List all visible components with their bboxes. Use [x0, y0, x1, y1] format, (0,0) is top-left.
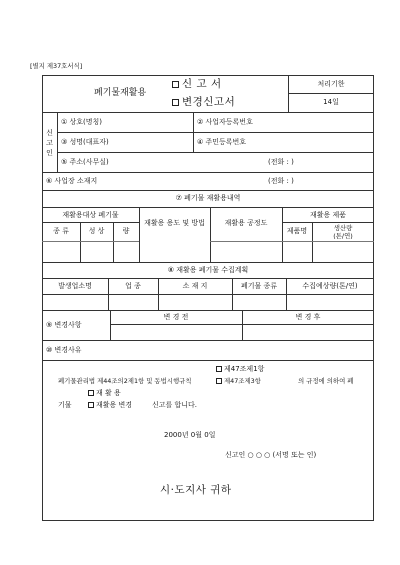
- form-number: [별지 제37호서식]: [30, 62, 83, 70]
- recycled-product-header: 재활용 제품: [309, 211, 347, 219]
- checkbox-change-report[interactable]: [172, 99, 179, 106]
- option-recycling[interactable]: 재 활 용: [88, 390, 121, 397]
- business-reg-no-label: ② 사업자등록번호: [197, 118, 253, 126]
- declaration-line-suffix: 의 규정에 의하여 폐: [298, 377, 354, 385]
- planned-amount-header: 수집예상량(톤/연): [302, 282, 358, 290]
- business-location-label: ⑥ 사업장 소재지: [46, 177, 98, 185]
- form-title-prefix: 폐기물재활용: [94, 88, 147, 98]
- declaration-line4-suffix: 신고를 합니다.: [152, 401, 198, 409]
- resident-reg-no-label: ④ 주민등록번호: [197, 138, 247, 146]
- applicant-side-label: 신 고 인: [46, 129, 53, 157]
- before-change-header: 변 경 전: [163, 313, 189, 321]
- office-address-label: ⑤ 주소(사무실): [61, 158, 109, 166]
- generator-name-header: 발생업소명: [58, 282, 92, 290]
- option-recycling-change[interactable]: 재활용 변경: [88, 402, 132, 409]
- declaration-line4-prefix: 기물: [58, 401, 72, 409]
- recycling-details-title: ⑦ 폐기물 재활용내역: [175, 194, 241, 202]
- change-reason-label: ⑩ 변경사유: [46, 346, 82, 354]
- checkbox-recycling[interactable]: [88, 390, 94, 396]
- processing-period-label: 처리기한: [317, 80, 345, 88]
- production-amount-header: 생산량 (톤/연): [333, 224, 353, 240]
- business-location-phone-label: (전화 : ): [268, 177, 294, 185]
- waste-amount-header: 량: [122, 227, 130, 235]
- collection-plan-title: ⑧ 재활용 폐기물 수집계획: [167, 266, 249, 274]
- industry-header: 업 종: [125, 282, 141, 290]
- location-header: 소 재 지: [182, 282, 208, 290]
- recycling-process-header: 재활용 공정도: [224, 219, 268, 227]
- option-article-47-3[interactable]: 제47조제3항: [216, 378, 261, 384]
- addressee: 시·도지사 귀하: [160, 484, 232, 496]
- option-article-47-1[interactable]: 제47조제1항: [216, 366, 264, 373]
- waste-type-header: 종 류: [53, 227, 69, 235]
- checkbox-recycling-change[interactable]: [88, 402, 94, 408]
- waste-kind-header: 폐기물 종류: [240, 282, 278, 290]
- target-waste-header: 재활용대상 폐기물: [62, 211, 119, 219]
- changes-label: ⑨ 변경사항: [46, 321, 82, 329]
- recycling-use-method-header: 재활용 용도 및 방법: [144, 219, 205, 227]
- office-phone-label: (전화 : ): [268, 158, 294, 166]
- declaration-line-prefix: 폐기물관리법 제44조의2제1항 및 동법시행규칙: [58, 377, 192, 385]
- reporter-signature-line: 신고인 ○ ○ ○ (서명 또는 인): [225, 451, 317, 459]
- processing-period-value: 14일: [323, 98, 339, 106]
- representative-name-label: ③ 성명(대표자): [61, 138, 109, 146]
- title-option-report[interactable]: 신 고 서: [172, 79, 222, 90]
- product-name-header: 제품명: [286, 227, 308, 235]
- after-change-header: 변 경 후: [295, 313, 321, 321]
- checkbox-article-47-1[interactable]: [216, 366, 222, 372]
- checkbox-report[interactable]: [172, 81, 179, 88]
- trade-name-label: ① 상호(명칭): [61, 118, 103, 126]
- declaration-date: 2000년 0월 0일: [164, 431, 216, 439]
- title-option-change-report[interactable]: 변경신고서: [172, 97, 235, 108]
- checkbox-article-47-3[interactable]: [216, 378, 222, 384]
- waste-property-header: 성 상: [88, 227, 105, 235]
